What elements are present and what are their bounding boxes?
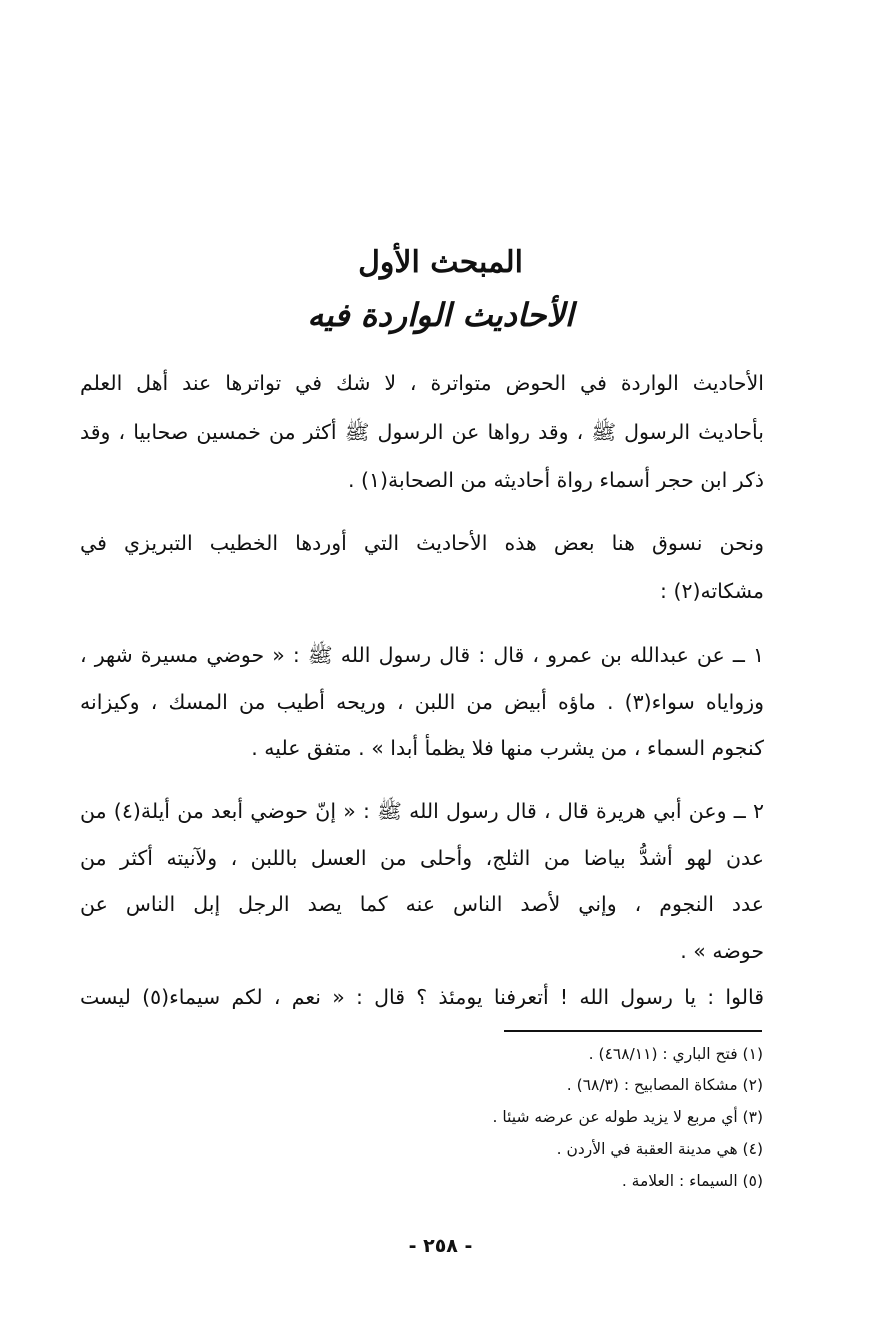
body-line: بأحاديث الرسول ﷺ ، وقد رواها عن الرسول ﷺ أكثر من خمسين صحابيا ، وقد [80,420,764,444]
body-line: ٢ ــ وعن أبي هريرة قال ، قال رسول الله ﷺ : « إنّ حوضي أبعد من أيلة(٤) من [80,799,764,823]
page-number: - ٢٥٨ - [408,1235,473,1257]
body-line: وزواياه سواء(٣) . ماؤه أبيض من اللبن ، وريحه أطيب من المسك ، وكيزانه [80,690,764,714]
body-line: الأحاديث الواردة في الحوض متواترة ، لا شك في تواترها عند أهل العلم [80,371,764,395]
footnote-separator [504,1030,762,1032]
section-heading: المبحث الأول [358,245,523,280]
body-line: ذكر ابن حجر أسماء رواة أحاديثه من الصحابة(١) . [347,468,764,492]
body-line: قالوا : يا رسول الله ! أتعرفنا يومئذ ؟ قال : « نعم ، لكم سيماء(٥) ليست [80,985,765,1009]
footnote: (٢) مشكاة المصابيح : (٦٨/٣) . [566,1076,763,1094]
footnote: (١) فتح الباري : (٤٦٨/١١) . [588,1045,763,1063]
body-line: عدن لهو أشدُّ بياضا من الثلج، وأحلى من العسل باللبن ، ولآنيته أكثر من [80,846,764,870]
body-line: مشكاته(٢) : [660,579,764,603]
body-line: ١ ــ عن عبدالله بن عمرو ، قال : قال رسول الله ﷺ : « حوضي مسيرة شهر ، [80,643,764,667]
footnote: (٣) أي مربع لا يزيد طوله عن عرضه شيئا . [492,1108,763,1126]
footnote: (٥) السيماء : العلامة . [621,1172,763,1190]
footnote: (٤) هي مدينة العقبة في الأردن . [556,1140,763,1158]
body-line: ونحن نسوق هنا بعض هذه الأحاديث التي أوردها الخطيب التبريزي في [80,531,764,555]
body-line: كنجوم السماء ، من يشرب منها فلا يظمأ أبدا » . متفق عليه . [251,736,764,760]
body-line: عدد النجوم ، وإني لأصد الناس عنه كما يصد الرجل إبل الناس عن [80,892,764,916]
body-line: حوضه » . [680,939,764,963]
section-title: الأحاديث الواردة فيه [307,296,574,334]
